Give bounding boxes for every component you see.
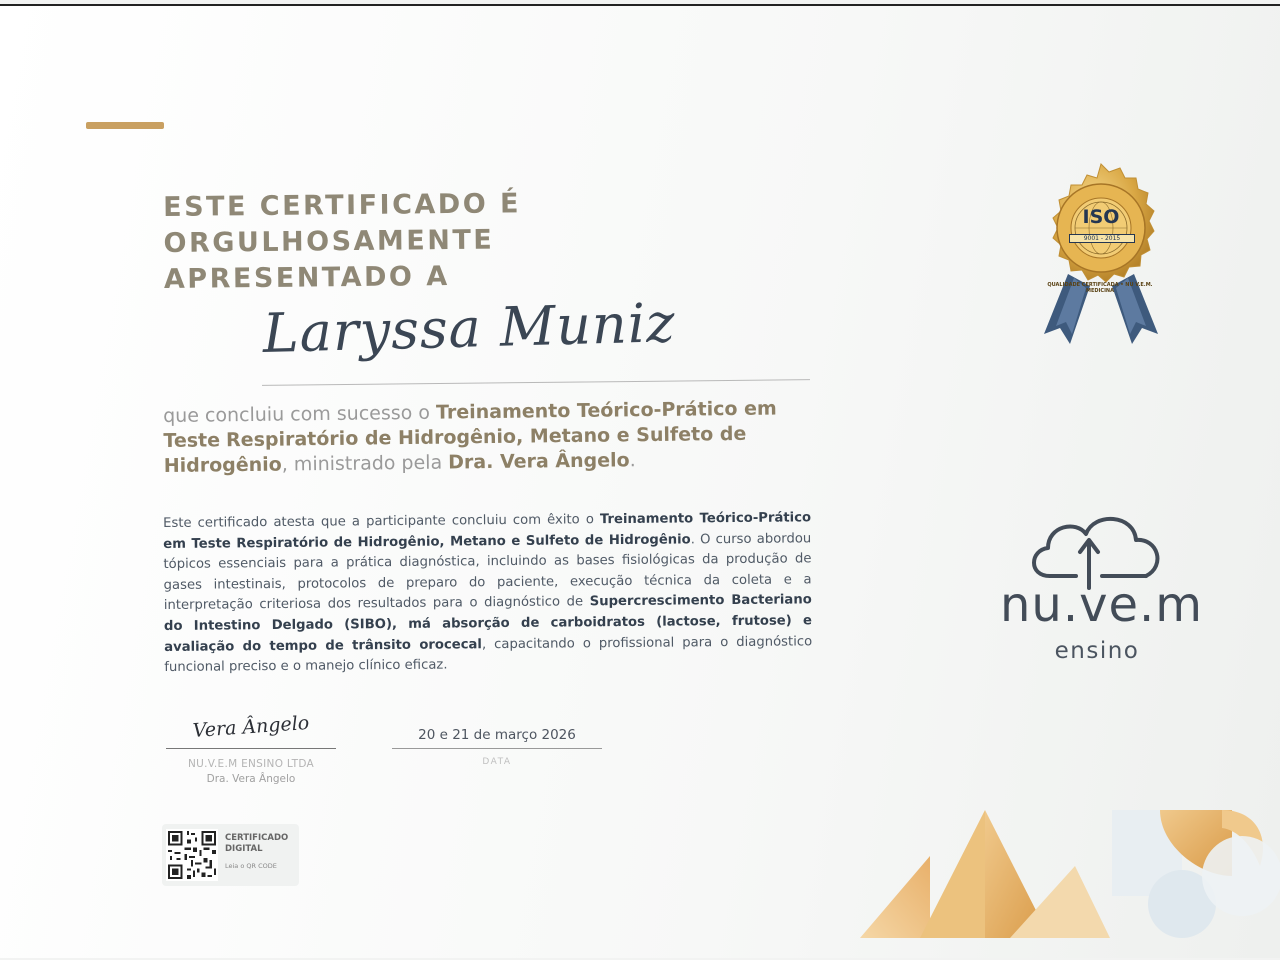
qr-card-title: CERTIFICADO DIGITAL (225, 833, 289, 854)
description-part-3: , capacitando o profissional para o diagnóstico funcional preciso e o manejo clínico eficaz. (164, 633, 813, 676)
iso-quality-seal-icon (1026, 156, 1176, 366)
completion-statement (163, 396, 824, 479)
completion-middle: , ministrado pela (281, 451, 443, 476)
recipient-underline (262, 379, 810, 386)
description-part-1: Este certificado atesta que a participante concluiu com êxito o (163, 512, 594, 531)
qr-code-icon[interactable] (166, 829, 218, 881)
gold-accent-bar (86, 122, 164, 129)
seal-code-label: 9001 - 2015 (1069, 234, 1135, 243)
recipient-name: Laryssa Muniz (262, 291, 677, 365)
heading-line-1: ESTE CERTIFICADO É ORGULHOSAMENTE (163, 188, 522, 259)
seal-ring-text: QUALIDADE CERTIFICADA • NU V.E.M. MEDICINA (1047, 282, 1153, 294)
completion-prefix: que concluiu com sucesso o (163, 401, 431, 427)
qr-card-note: Leia o QR CODE (225, 862, 277, 870)
certificate-heading (163, 183, 844, 298)
brand-logo-word: nu.ve.m (1000, 577, 1204, 633)
date-label: DATA (482, 757, 512, 767)
course-title-end: Hidrogênio (163, 453, 282, 477)
instructor-name: Dra. Vera Ângelo (448, 449, 630, 474)
date-block (392, 724, 602, 767)
brand-logo-subtitle: ensino (1054, 638, 1140, 664)
date-line (392, 748, 602, 749)
digital-certificate-card[interactable] (162, 824, 299, 886)
signature-person: Dra. Vera Ângelo (206, 773, 296, 785)
seal-center-label: ISO (1082, 206, 1120, 228)
heading-line-2: APRESENTADO A (163, 261, 450, 295)
completion-end: . (629, 449, 636, 472)
description-part-2: . O curso abordou tópicos essenciais para a prática diagnóstica, incluindo as bases fisiológicas da produção de gases intestinais, protocolos de preparo do paciente, execução técnica da coleta e a interpretação criteriosa dos resultados para o diagnóstico de (163, 530, 812, 614)
geometric-decoration (860, 806, 1280, 938)
description-topics: Supercrescimento Bacteriano do Intestino Delgado (SIBO), má absorção de carboidratos (lactose, frutose) e avaliação do tempo de trânsito orocecal (163, 592, 813, 655)
signature-block (166, 708, 336, 785)
certificate-sheet (0, 4, 1280, 958)
course-title-rest: Respiratório de Hidrogênio, Metano e Sulfeto de (225, 422, 747, 452)
certificate-description (163, 508, 812, 678)
date-value: 20 e 21 de março 2026 (418, 727, 576, 743)
course-title: Treinamento Teórico-Prático em Teste (163, 397, 777, 452)
description-course: Treinamento Teórico-Prático em Teste Respiratório de Hidrogênio, Metano e Sulfeto de Hidrogênio (163, 510, 812, 552)
signature-script: Vera Ângelo (192, 711, 310, 743)
signature-company: NU.V.E.M ENSINO LTDA (187, 758, 315, 770)
